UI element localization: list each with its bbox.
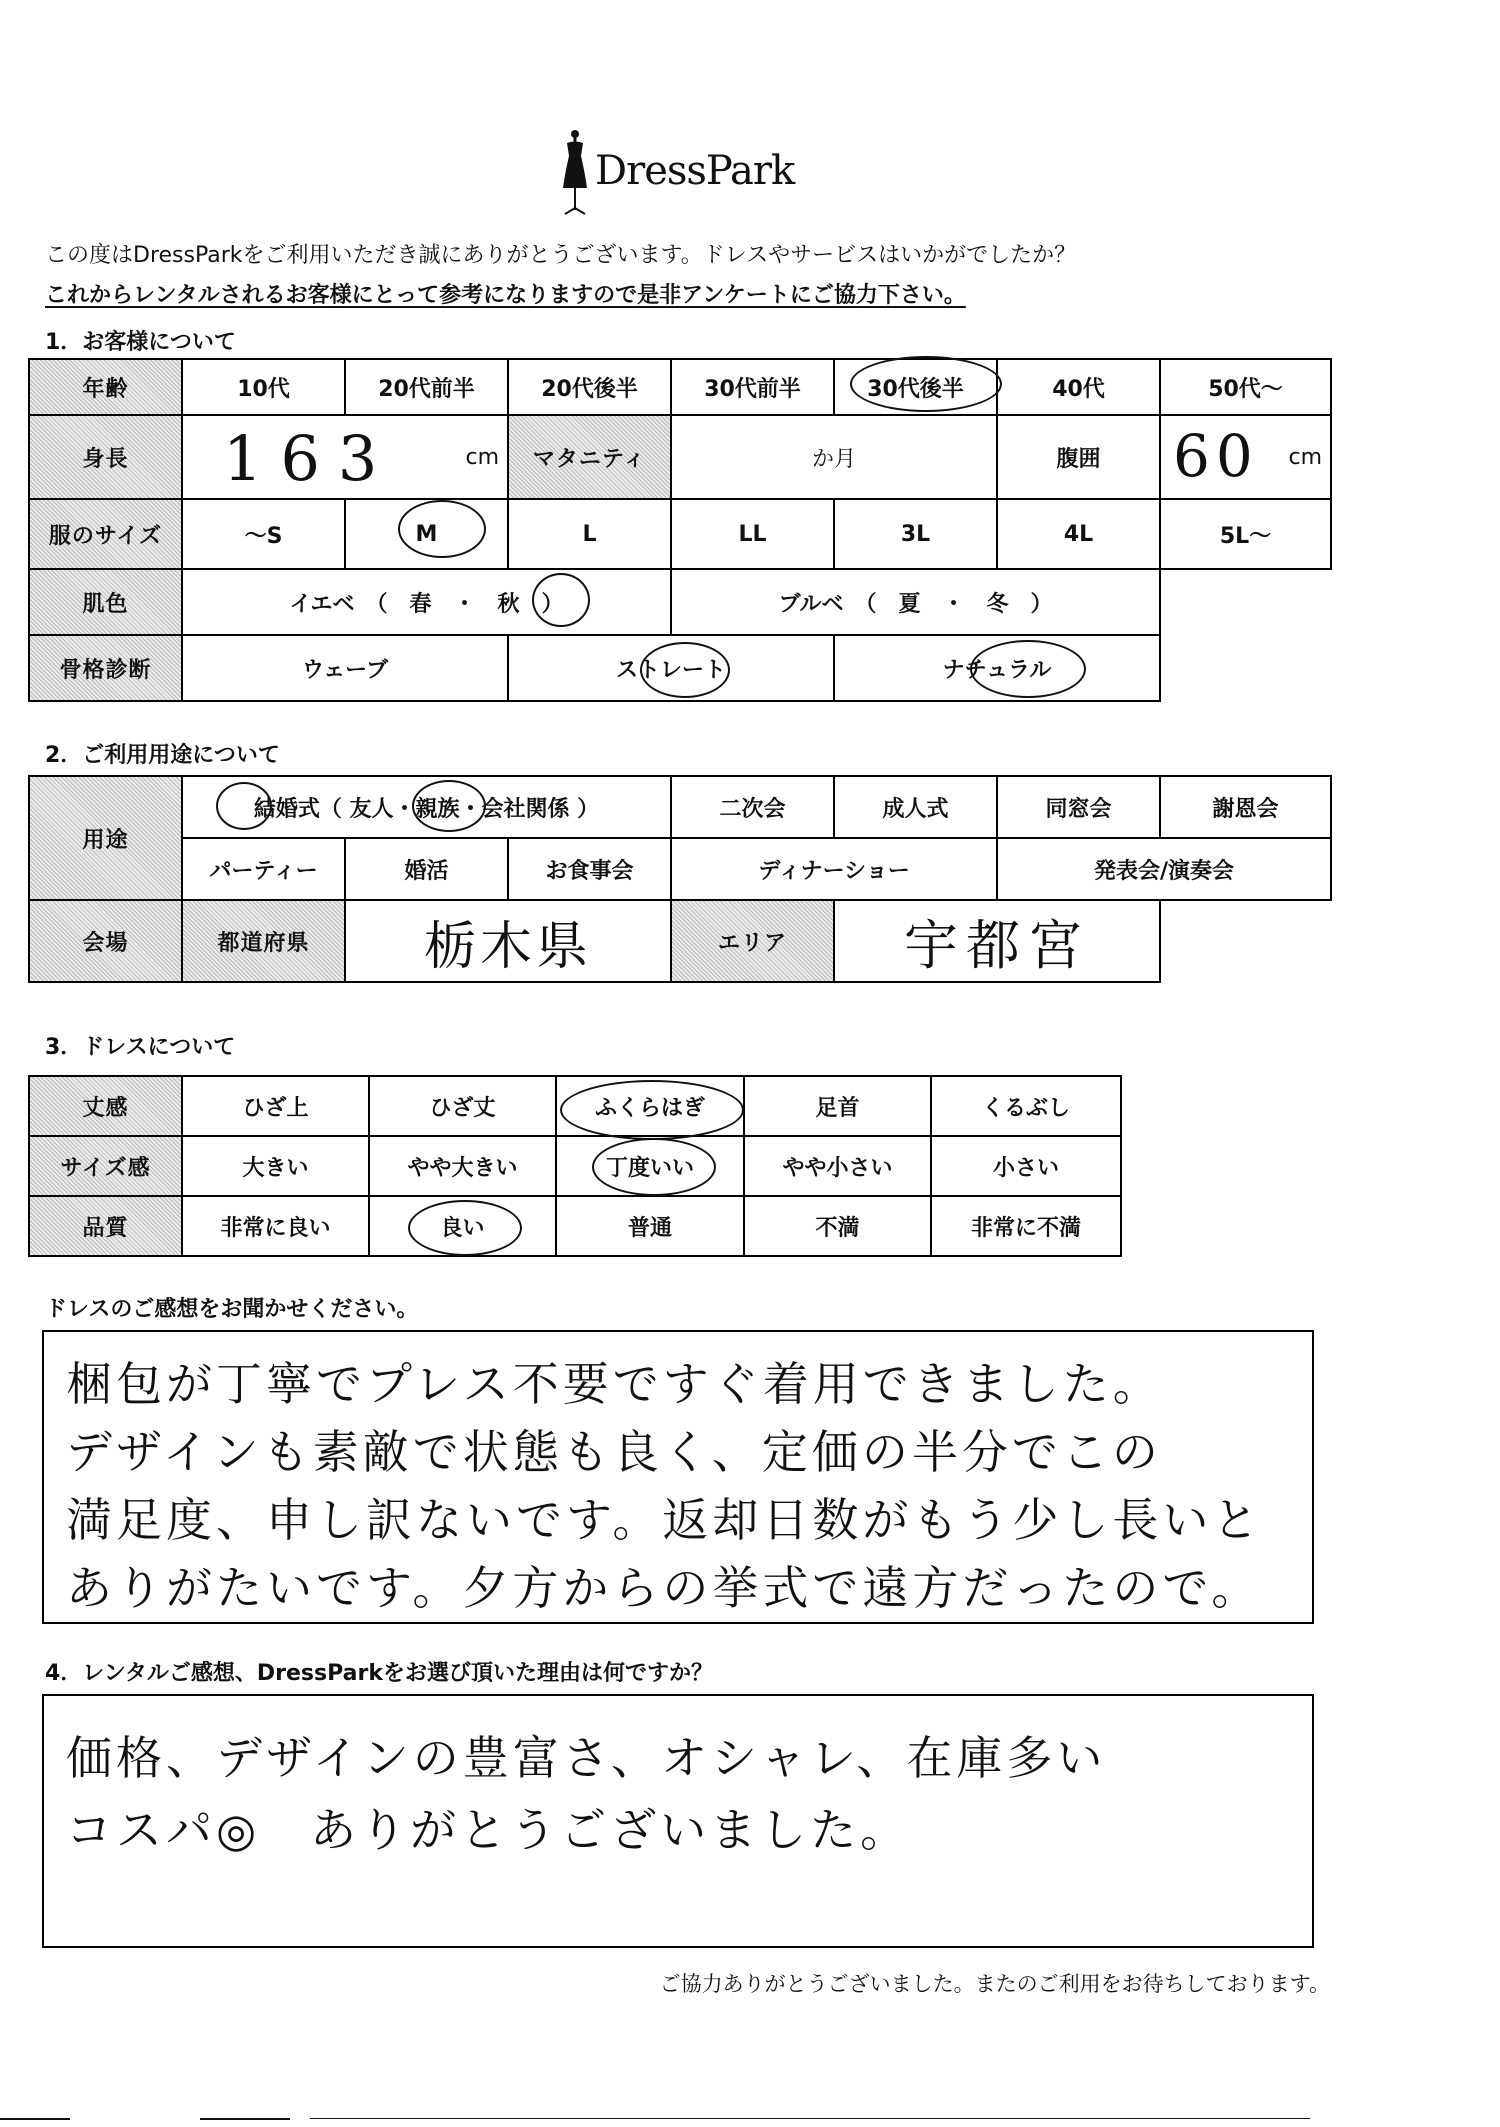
skin-row [29, 569, 1331, 635]
size-option[interactable]: 4L [997, 499, 1160, 569]
reason-line: コスパ◎ ありがとうございました。 [66, 1803, 911, 1857]
length-row [29, 1076, 1121, 1136]
intro-request: これからレンタルされるお客様にとって参考になりますので是非アンケートにご協力下さい。 [45, 283, 966, 308]
age-option-selected[interactable]: 30代後半 [834, 359, 997, 415]
divider [200, 2118, 290, 2120]
age-label: 年齢 [29, 359, 182, 415]
prefecture-value: 栃木県 [424, 916, 593, 977]
comment-line: ありがたいです。夕方からの挙式で遠方だったので。 [66, 1561, 1262, 1615]
fit-option-selected[interactable]: 丁度いい [556, 1136, 744, 1196]
fit-option[interactable]: 小さい [931, 1136, 1121, 1196]
customer-table [28, 358, 1332, 702]
quality-option[interactable]: 不満 [744, 1196, 931, 1256]
skin-label: 肌色 [29, 569, 182, 635]
use-option[interactable]: パーティー [182, 838, 345, 900]
age-row [29, 359, 1331, 415]
comment-prompt: ドレスのご感想をお聞かせください。 [45, 1297, 419, 1322]
waist-field[interactable] [1160, 415, 1331, 499]
comment-line: 満足度、申し訳ないです。返却日数がもう少し長いと [66, 1493, 1263, 1547]
use-option[interactable]: 同窓会 [997, 776, 1160, 838]
usage-row-1 [29, 776, 1331, 838]
use-option-selected[interactable]: 結婚式（ 友人・親族・会社関係 ） [182, 776, 671, 838]
reason-line: 価格、デザインの豊富さ、オシャレ、在庫多い [66, 1731, 1107, 1785]
size-option[interactable]: 3L [834, 499, 997, 569]
use-option[interactable]: ディナーショー [671, 838, 997, 900]
section-2-title: 2．ご利用用途について [45, 743, 280, 768]
footer-thanks: ご協力ありがとうございました。またのご利用をお待ちしております。 [659, 1972, 1330, 1996]
age-option[interactable]: 20代後半 [508, 359, 671, 415]
size-label: 服のサイズ [29, 499, 182, 569]
prefecture-label: 都道府県 [182, 900, 345, 982]
prefecture-field[interactable] [345, 900, 671, 982]
divider [310, 2118, 1310, 2119]
fit-label: サイズ感 [29, 1136, 182, 1196]
length-option[interactable]: くるぶし [931, 1076, 1121, 1136]
age-option[interactable]: 40代 [997, 359, 1160, 415]
frame-option[interactable]: ウェーブ [182, 635, 508, 701]
length-option[interactable]: ひざ丈 [369, 1076, 556, 1136]
frame-option-selected[interactable]: ストレート [508, 635, 834, 701]
use-label: 用途 [29, 776, 182, 900]
quality-label: 品質 [29, 1196, 182, 1256]
height-row [29, 415, 1331, 499]
brand-name: DressPark [595, 148, 795, 194]
length-option[interactable]: ひざ上 [182, 1076, 369, 1136]
fit-row [29, 1136, 1121, 1196]
maternity-field[interactable] [671, 415, 997, 499]
usage-row-2 [29, 838, 1331, 900]
size-option[interactable]: ～S [182, 499, 345, 569]
venue-row [29, 900, 1331, 982]
fit-option[interactable]: 大きい [182, 1136, 369, 1196]
section-3-title: 3．ドレスについて [45, 1035, 236, 1060]
waist-value: 60 [1173, 422, 1259, 490]
use-option[interactable]: 謝恩会 [1160, 776, 1331, 838]
use-option[interactable]: 発表会/演奏会 [997, 838, 1331, 900]
area-label: エリア [671, 900, 834, 982]
intro-text: この度はDressParkをご利用いただき誠にありがとうございます。ドレスやサービスはいかがでしたか？ [45, 243, 1077, 268]
quality-option[interactable]: 非常に良い [182, 1196, 369, 1256]
use-option[interactable]: 二次会 [671, 776, 834, 838]
comment-line: デザインも素敵で状態も良く、定価の半分でこの [66, 1425, 1162, 1479]
size-option[interactable]: LL [671, 499, 834, 569]
length-option[interactable]: 足首 [744, 1076, 931, 1136]
fit-option[interactable]: やや小さい [744, 1136, 931, 1196]
frame-row [29, 635, 1331, 701]
quality-option[interactable]: 非常に不満 [931, 1196, 1121, 1256]
age-option[interactable]: 20代前半 [345, 359, 508, 415]
skin-yellow-base[interactable]: イエベ （ 春 ・ 秋 ） [182, 569, 671, 635]
frame-option-selected[interactable]: ナチュラル [834, 635, 1160, 701]
usage-table [28, 775, 1332, 983]
skin-blue-base[interactable]: ブルベ （ 夏 ・ 冬 ） [671, 569, 1160, 635]
waist-unit: cm [1288, 444, 1322, 470]
comment-line: 梱包が丁寧でプレス不要ですぐ着用できました。 [66, 1357, 1163, 1411]
dresspark-logo [555, 128, 795, 218]
height-field[interactable] [182, 415, 508, 499]
section-4-title: 4．レンタルご感想、DressParkをお選び頂いた理由は何ですか？ [45, 1661, 713, 1686]
maternity-unit: か月 [811, 446, 856, 472]
maternity-label: マタニティ [508, 415, 671, 499]
fit-option[interactable]: やや大きい [369, 1136, 556, 1196]
length-option-selected[interactable]: ふくらはぎ [556, 1076, 744, 1136]
length-label: 丈感 [29, 1076, 182, 1136]
age-option[interactable]: 30代前半 [671, 359, 834, 415]
age-option[interactable]: 10代 [182, 359, 345, 415]
quality-row [29, 1196, 1121, 1256]
area-value: 宇都宮 [904, 913, 1091, 977]
size-option-selected[interactable]: M [345, 499, 508, 569]
reason-box[interactable] [42, 1694, 1314, 1948]
size-option[interactable]: L [508, 499, 671, 569]
dress-table [28, 1075, 1122, 1257]
divider [0, 2118, 70, 2120]
area-field[interactable] [834, 900, 1160, 982]
quality-option-selected[interactable]: 良い [369, 1196, 556, 1256]
size-option[interactable]: 5L～ [1160, 499, 1331, 569]
venue-label: 会場 [29, 900, 182, 982]
waist-label: 腹囲 [997, 415, 1160, 499]
comment-box[interactable] [42, 1330, 1314, 1624]
size-row [29, 499, 1331, 569]
use-option[interactable]: お食事会 [508, 838, 671, 900]
use-option[interactable]: 婚活 [345, 838, 508, 900]
section-1-title: 1．お客様について [45, 330, 236, 355]
age-option[interactable]: 50代～ [1160, 359, 1331, 415]
dress-form-icon [555, 128, 595, 218]
frame-label: 骨格診断 [29, 635, 182, 701]
height-unit: cm [465, 444, 499, 470]
height-label: 身長 [29, 415, 182, 499]
quality-option[interactable]: 普通 [556, 1196, 744, 1256]
height-value: 163 [223, 422, 396, 495]
use-option[interactable]: 成人式 [834, 776, 997, 838]
